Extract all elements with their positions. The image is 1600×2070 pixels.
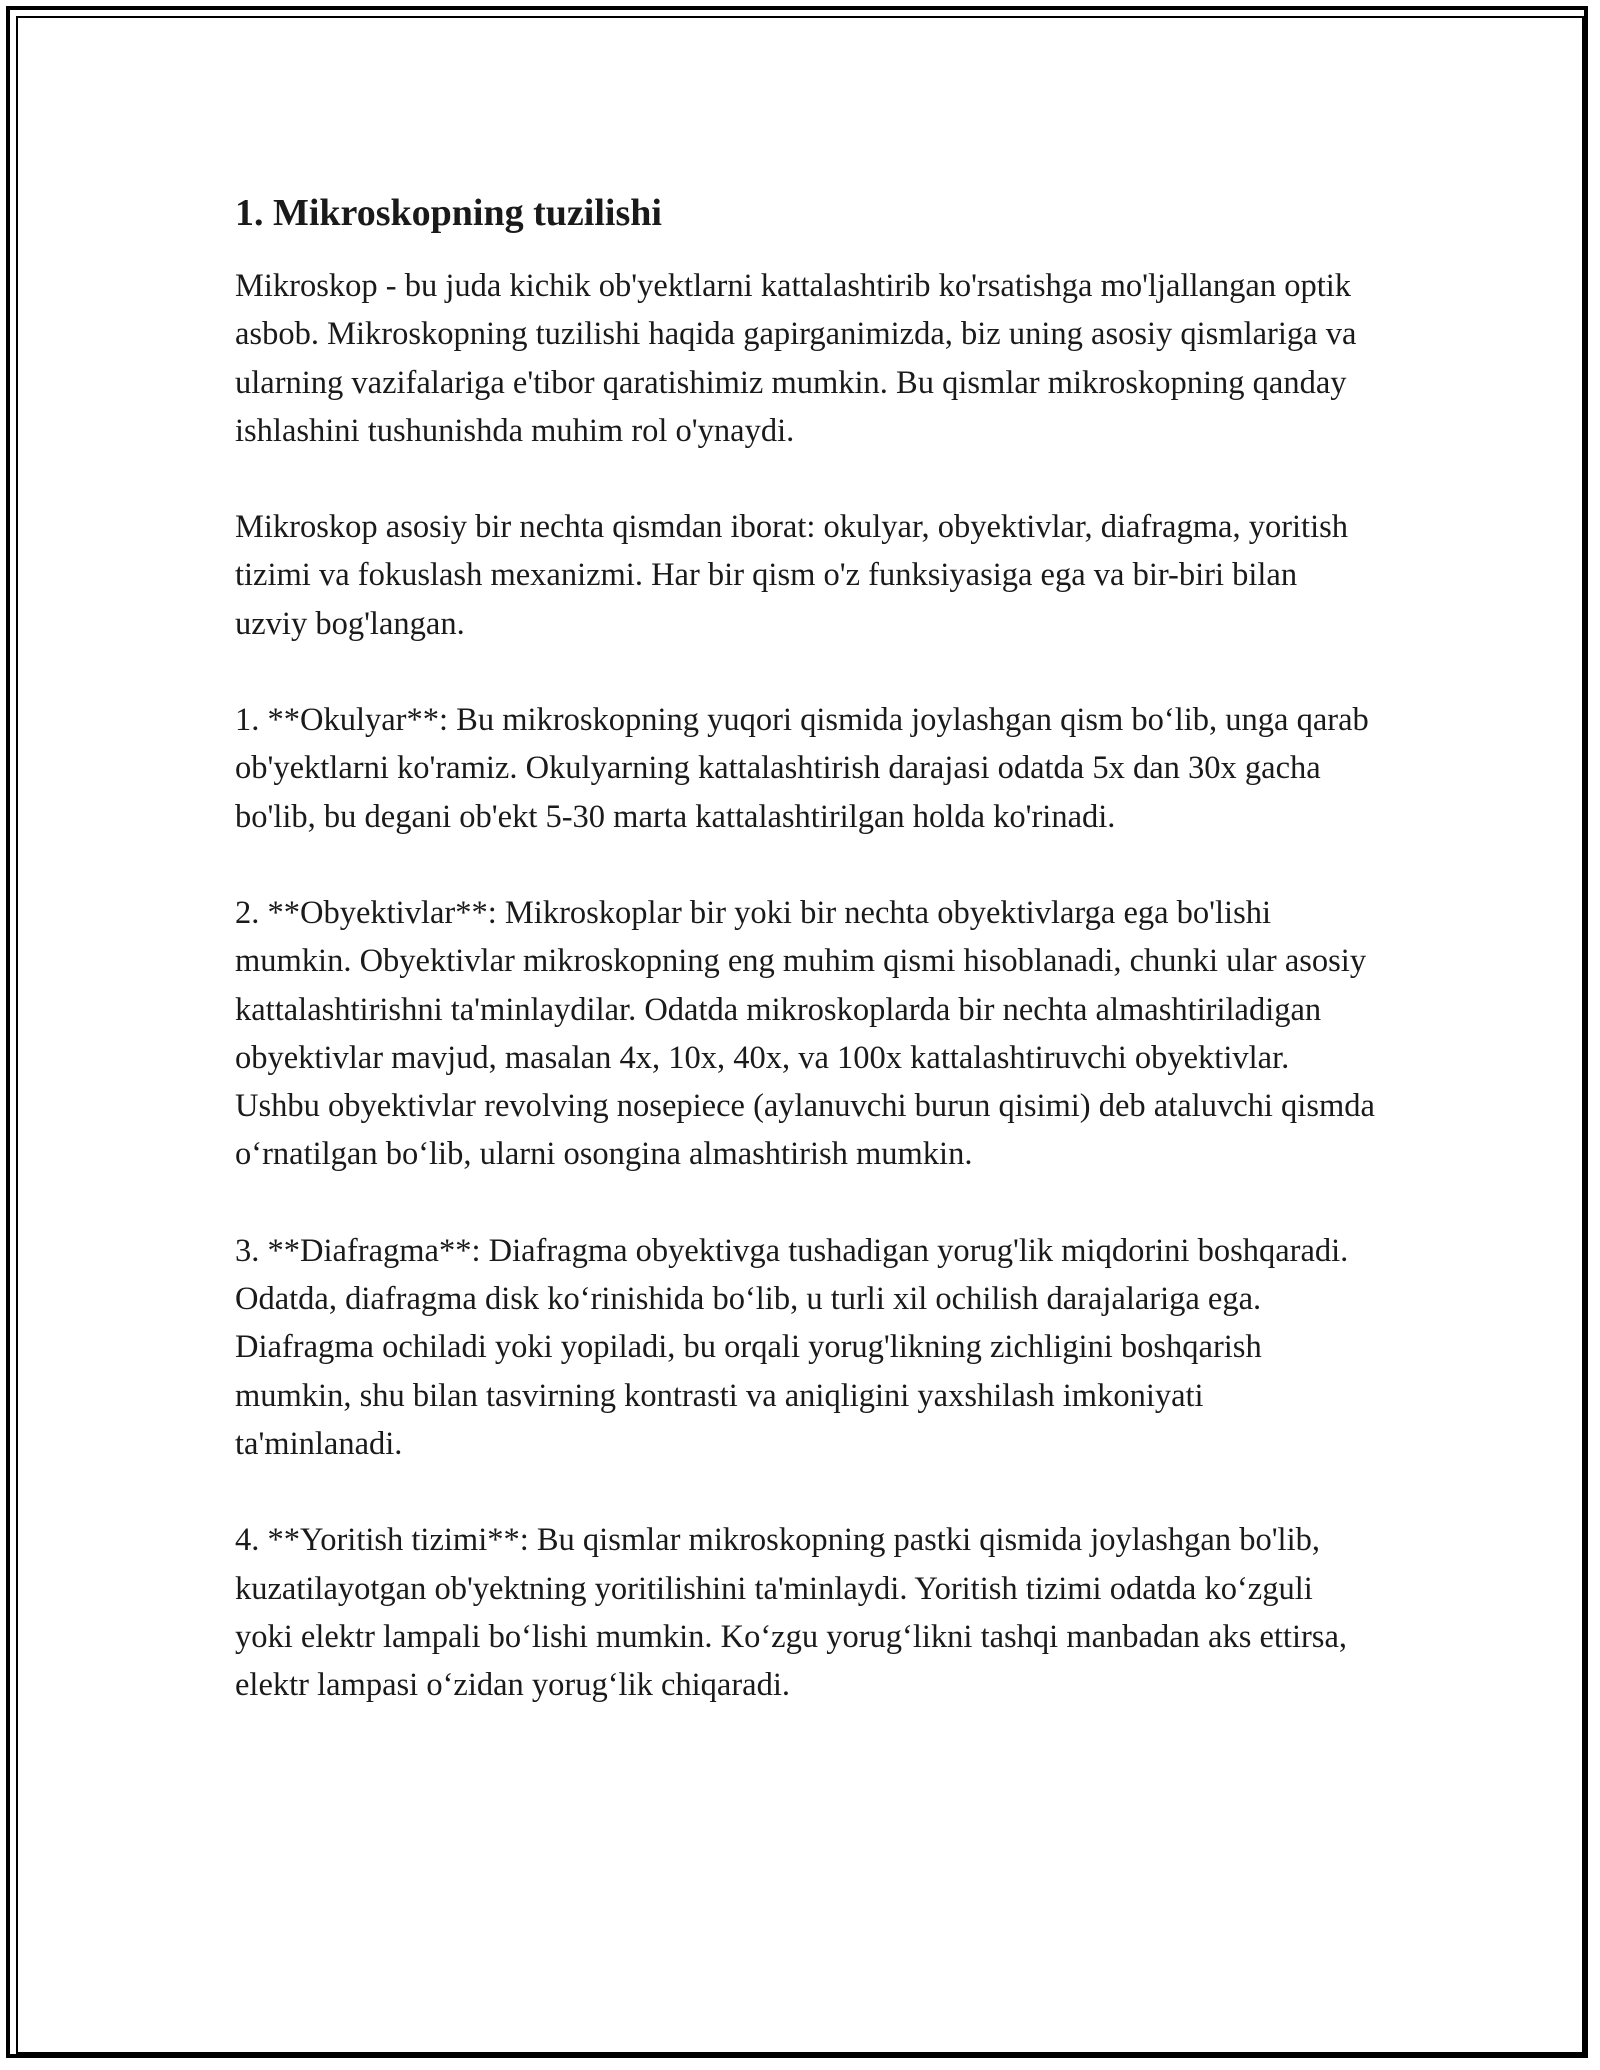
document-body: [235, 188, 1375, 1757]
paragraph-okulyar: 1. **Okulyar**: Bu mikroskopning yuqori qismida joylashgan qism boʻlib, unga qarab ob'yektlarni ko'ramiz. Okulyarning kattalashtirish darajasi odatda 5x dan 30x gacha bo'lib, bu degani ob'ekt 5-30 marta kattalashtirilgan holda ko'rinadi.: [235, 702, 1369, 835]
paragraph-obyektivlar: 2. **Obyektivlar**: Mikroskoplar bir yoki bir nechta obyektivlarga ega bo'lishi mumkin. Obyektivlar mikroskopning eng muhim qismi hisoblanadi, chunki ular asosiy kattalashtirishni ta'minlaydilar. Odatda mikroskoplarda bir nechta almashtiriladigan obyektivlar mavjud, masalan 4x, 10x, 40x, va 100x kattalashtiruvchi obyektivlar. Ushbu obyektivlar revolving nosepiece (aylanuvchi burun qisimi) deb ataluvchi qismda oʻrnatilgan boʻlib, ularni osongina almashtirish mumkin.: [235, 894, 1375, 1173]
paragraph-yoritish-tizimi: 4. **Yoritish tizimi**: Bu qismlar mikroskopning pastki qismida joylashgan bo'lib, kuzatilayotgan ob'yektning yoritilishini ta'minlaydi. Yoritish tizimi odatda koʻzguli yoki elektr lampali boʻlishi mumkin. Koʻzgu yorugʻlikni tashqi manbadan aks ettirsa, elektr lampasi oʻzidan yorugʻlik chiqaradi.: [235, 1522, 1347, 1704]
section-heading: 1. Mikroskopning tuzilishi: [235, 192, 662, 234]
paragraph-diafragma: 3. **Diafragma**: Diafragma obyektivga tushadigan yorug'lik miqdorini boshqaradi. Odatda, diafragma disk koʻrinishida boʻlib, u turli xil ochilish darajalariga ega. Diafragma ochiladi yoki yopiladi, bu orqali yorug'likning zichligini boshqarish mumkin, shu bilan tasvirning kontrasti va aniqligini yaxshilash imkoniyati ta'minlanadi.: [235, 1232, 1349, 1462]
paragraph-intro: Mikroskop - bu juda kichik ob'yektlarni kattalashtirib ko'rsatishga mo'ljallangan optik asbob. Mikroskopning tuzilishi haqida gapirganimizda, biz uning asosiy qismlariga va ularning vazifalariga e'tibor qaratishimiz mumkin. Bu qismlar mikroskopning qanday ishlashini tushunishda muhim rol o'ynaydi.: [235, 268, 1357, 449]
paragraph-parts-overview: Mikroskop asosiy bir nechta qismdan iborat: okulyar, obyektivlar, diafragma, yoritish tizimi va fokuslash mexanizmi. Har bir qism o'z funksiyasiga ega va bir-biri bilan uzviy bog'langan.: [235, 509, 1348, 642]
